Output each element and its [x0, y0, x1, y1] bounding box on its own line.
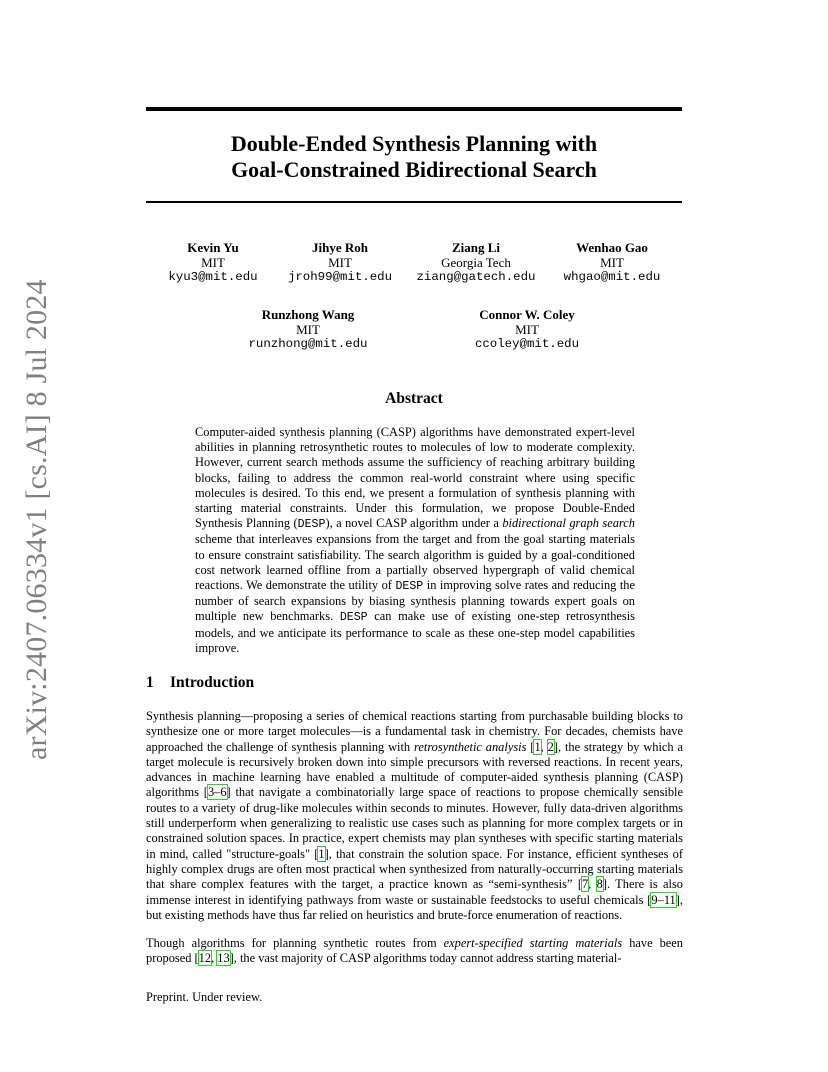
text-segment: , that constrain the solution space. For instance, efficient syntheses of highly complex drugs are often most practical when synthesized from naturally-occurring starting materials that share complex features with the target, a practice known as “semi-synthesis” [146, 846, 684, 892]
author-affiliation: MIT [296, 322, 320, 337]
author-block [556, 240, 668, 285]
author-name: Runzhong Wang [261, 307, 355, 322]
author-affiliation: Georgia Tech [441, 255, 511, 270]
abstract-segment: in improving solve rates and reducing the number of search expansions by biasing synthesis planning towards expert goals on multiple new benchmarks. [195, 578, 635, 624]
method-acronym: DESP [339, 611, 368, 625]
citation-link[interactable]: 12 [198, 951, 212, 966]
abstract-heading: Abstract [385, 390, 443, 407]
text-segment: Synthesis planning—proposing a series of chemical reactions starting from purchasable building blocks to synthesize one or more target molecules—is a fundamental task in chemistry. For decades, chemists have approached the challenge of synthesis planning with [146, 709, 683, 754]
text-segment: , the strategy by which a target molecule is recursively broken down into simple precursors with reversed reactions. In recent years, advances in machine learning have enabled a multitude of computer-aided synthesis planning (CASP) algorithms [146, 739, 683, 800]
section-title: Introduction [170, 674, 255, 691]
author-email[interactable]: jroh99@mit.edu [287, 270, 393, 284]
citation-link[interactable]: 1 [534, 739, 541, 754]
paper-title [146, 131, 682, 183]
abstract-segment: scheme that interleaves expansions from the target and from the goal starting materials to ensure constraint satisfiability. The search algorithm is guided by a goal-conditioned cost network learned offline from a partially observed hypergraph of valid chemical reactions. We demonstrate the utility of [195, 532, 635, 593]
intro-paragraph: Though algorithms for planning synthetic routes from expert-specified starting materials have been proposed [12, 13], the vast majority of CASP algorithms today cannot address starting material- [146, 936, 683, 966]
method-acronym: DESP [297, 518, 326, 532]
page-footer: Preprint. Under review. [146, 990, 263, 1004]
author-name: Ziang Li [451, 240, 501, 255]
text-segment: , the vast majority of CASP algorithms today cannot address starting material- [233, 951, 622, 966]
author-name: Wenhao Gao [576, 240, 648, 255]
author-name: Jihye Roh [312, 240, 368, 255]
author-name: Connor W. Coley [479, 307, 575, 322]
title-line-2: Goal-Constrained Bidirectional Search [231, 157, 597, 182]
author-affiliation: MIT [328, 255, 352, 270]
abstract-segment: Computer-aided synthesis planning (CASP) algorithms have demonstrated expert-level abilities in planning retrosynthetic routes to molecules of low to moderate complexity. However, current search methods assume the sufficiency of reaching arbitrary building blocks, failing to address the common real-world constraint where using specific molecules is desired. To this end, we present a formulation of synthesis planning with starting material constraints. Under this formulation, we propose Double-Ended Synthesis Planning ( [195, 425, 635, 531]
author-block [160, 240, 266, 285]
author-email[interactable]: kyu3@mit.edu [168, 270, 258, 284]
text-emphasis: expert-specified starting materials [443, 936, 623, 950]
text-segment: Though algorithms for planning synthetic routes from [146, 936, 444, 950]
author-block [412, 240, 540, 285]
author-block [242, 307, 374, 352]
citation-link[interactable]: 13 [217, 951, 230, 966]
author-name: Kevin Yu [187, 240, 239, 255]
abstract-emphasis: bidirectional graph search [502, 516, 635, 531]
citation-link[interactable]: 8 [596, 877, 603, 892]
citation-link[interactable]: 2 [547, 739, 554, 754]
abstract-segment: ), a novel CASP algorithm under a [325, 516, 503, 531]
author-email[interactable]: whgao@mit.edu [563, 270, 661, 284]
author-affiliation: MIT [201, 255, 225, 270]
author-email[interactable]: ziang@gatech.edu [416, 270, 536, 284]
abstract-text [195, 425, 635, 656]
author-affiliation: MIT [515, 322, 539, 337]
citation-link[interactable]: 3–6 [207, 785, 227, 800]
arxiv-identifier[interactable]: arXiv:2407.06334v1 [cs.AI] 8 Jul 2024 [20, 279, 53, 760]
section-heading [146, 674, 254, 692]
citation-link[interactable]: 7 [581, 877, 589, 892]
text-segment: , but existing methods have thus far relied on heuristics and brute-force enumeration of reactions. [146, 892, 683, 922]
method-acronym: DESP [395, 580, 424, 594]
title-line-1: Double-Ended Synthesis Planning with [230, 131, 598, 156]
citation-link[interactable]: 1 [318, 846, 325, 861]
text-segment: have been proposed [146, 936, 683, 966]
author-email[interactable]: ccoley@mit.edu [474, 337, 580, 351]
author-block [282, 240, 398, 285]
text-segment: . There is also immense interest in identifying pathways from waste or sustainable feedstocks to useful chemicals [146, 877, 684, 907]
author-email[interactable]: runzhong@mit.edu [248, 337, 368, 351]
citation-link[interactable]: 9–11 [651, 892, 676, 907]
text-emphasis: retrosynthetic analysis [414, 739, 527, 754]
section-number: 1 [146, 674, 154, 691]
intro-paragraph: Synthesis planning—proposing a series of chemical reactions starting from purchasable building blocks to synthesize one or more target molecules—is a fundamental task in chemistry. For decades, chemists have approached the challenge of synthesis planning with retrosynthetic analysis [1, 2], the strategy by which a target molecule is recursively broken down into simple precursors with reversed reactions. In recent years, advances in machine learning have enabled a multitude of computer-aided synthesis planning (CASP) algorithms [3–6] that navigate a combinatorially large space of reactions to propose chemically sensible routes to a variety of drug-like molecules within seconds to minutes. However, fully data-driven algorithms still underperform when generalizing to realistic use cases such as planning for more complex targets or in constrained solution spaces. In practice, expert chemists may plan syntheses with specific starting materials in mind, called "structure-goals" [1], that constrain the solution space. For instance, efficient syntheses of highly complex drugs are often most practical when synthesized from naturally-occurring starting materials that share complex features with the target, a practice known as “semi-synthesis” [7, 8]. There is also immense interest in identifying pathways from waste or sustainable feedstocks to useful chemicals [9–11], but existing methods have thus far relied on heuristics and brute-force enumeration of reactions. [146, 709, 684, 922]
author-block [462, 307, 592, 352]
text-segment: that navigate a combinatorially large space of reactions to propose chemically sensible routes to a variety of drug-like molecules within seconds to minutes. However, fully data-driven algorithms still underperform when generalizing to realistic use cases such as planning for more complex targets or in constrained solution spaces. In practice, expert chemists may plan syntheses with specific starting materials in mind, called "structure-goals" [146, 785, 683, 861]
abstract-segment: can make use of existing one-step retrosynthesis models, and we anticipate its performance to scale as these one-step model capabilities improve. [195, 609, 635, 655]
title-top-rule [146, 107, 682, 111]
author-affiliation: MIT [600, 255, 624, 270]
title-bottom-rule [146, 201, 682, 203]
